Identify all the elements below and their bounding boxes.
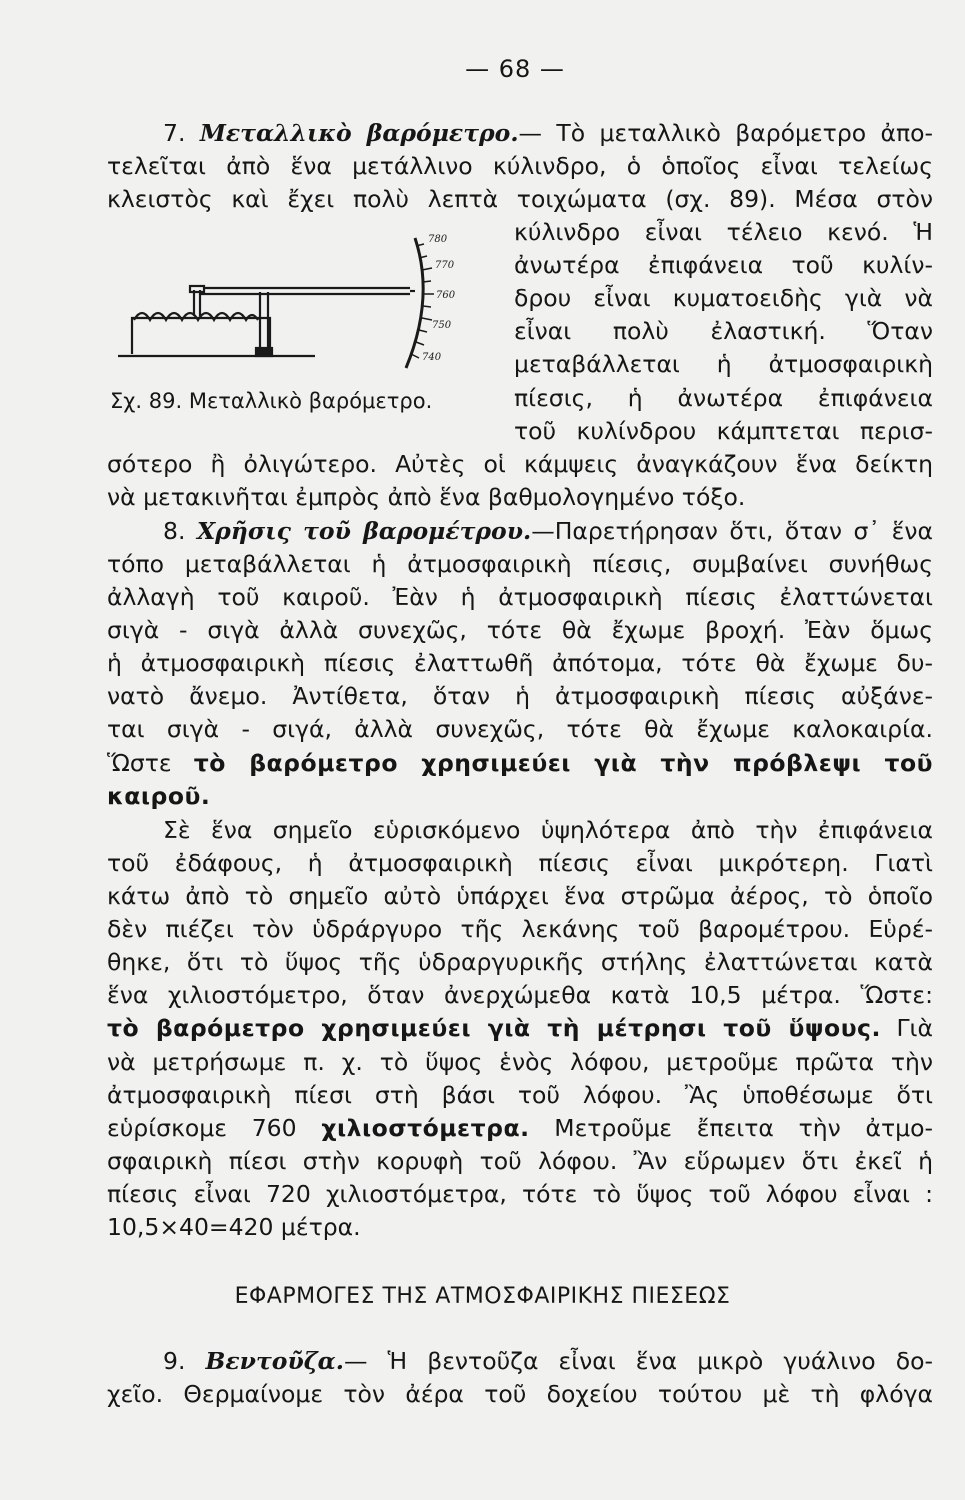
chapter-heading: ΕΦΑΡΜΟΓΕΣ ΤΗΣ ΑΤΜΟΣΦΑΙΡΙΚΗΣ ΠΙΕΣΕΩΣ [234,1284,731,1309]
text-line: —Παρετήρησαν ὅτι, ὅταν σ᾽ ἕνα [531,517,933,545]
bold-statement: τὸ βαρόμετρο χρησιμεύει γιὰ τὴ μέτρησι τοῦ ὕψους. [107,1014,881,1042]
text-line: νατὸ ἄνεμο. Ἀντίθετα, ὅταν ἡ ἀτμοσφαιρικὴ πίεσις αὐξάνε- [107,682,933,710]
scale-label-780: 780 [428,234,448,245]
scale-label-770: 770 [435,260,455,271]
text-line: χεῖο. Θερμαίνομε τὸν ἀέρα τοῦ δοχείου τούτου μὲ τὴ φλόγα [107,1380,933,1408]
text-line: τόπο μεταβάλλεται ἡ ἀτμοσφαιρικὴ πίεσις, συμβαίνει συνήθως [107,550,933,578]
text-line: πίεσις, ἡ ἀνωτέρα ἐπιφάνεια [514,384,933,412]
section-9-number: 9. [163,1347,186,1375]
text-line: τοῦ κυλίνδρου κάμπτεται περισ- [514,417,933,445]
page-number: — 68 — [465,55,565,83]
section-9-line-1 [163,1346,933,1376]
text-line: σφαιρικὴ πίεσι στὴν κορυφὴ τοῦ λόφου. Ἂν εὕρωμεν ὅτι ἐκεῖ ἡ [107,1147,933,1175]
text-line: κάτω ἀπὸ τὸ σημεῖο αὐτὸ ὑπάρχει ἕνα στρῶμα ἀέρος, τὸ ὁποῖο [107,882,933,910]
bold-statement: τὸ βαρόμετρο χρησιμεύει γιὰ τὴν πρόβλεψι τοῦ [193,749,933,777]
text-line: σότερο ἢ ὀλιγώτερο. Αὐτὲς οἱ κάμψεις ἀναγκάζουν ἕνα δείκτη [107,450,933,478]
text-line: 10,5×40=420 μέτρα. [107,1213,361,1241]
text-line: δρου εἶναι κυματοειδὴς γιὰ νὰ [514,284,933,312]
scale-label-760: 760 [436,290,456,301]
text-line: κύλινδρο εἶναι τέλειο κενό. Ἡ [514,218,933,246]
text-line: μεταβάλλεται ἡ ἀτμοσφαιρικὴ [514,350,933,378]
cylinder-outline [132,318,270,354]
text-line: ἀνωτέρα ἐπιφάνεια τοῦ κυλίν- [514,251,933,279]
text-line: τοῦ ἐδάφους, ἡ ἀτμοσφαιρικὴ πίεσις εἶναι μικρότερη. Γιατὶ [107,849,933,877]
text-line: δὲν πιέζει τὸν ὑδράργυρο τῆς λεκάνης τοῦ βαρομέτρου. Εὑρέ- [107,915,933,943]
bold-statement: καιροῦ. [107,782,211,810]
section-8-number: 8. [163,517,186,545]
text-fragment: εὑρίσκομε 760 [107,1114,297,1142]
text-line: Σὲ ἕνα σημεῖο εὑρισκόμενο ὑψηλότερα ἀπὸ τὴν ἐπιφάνεια [163,816,933,844]
text-line: νὰ μετακινῆται ἐμπρὸς ἀπὸ ἕνα βαθμολογημένο τόξο. [107,483,746,511]
section-8-title: Χρῆσις τοῦ βαρομέτρου. [196,517,532,545]
bold-term: χιλιοστόμετρα. [321,1114,530,1142]
text-line: ἀλλαγὴ τοῦ καιροῦ. Ἐὰν ἡ ἀτμοσφαιρικὴ πίεσις ἐλαττώνεται [107,583,933,611]
section-7-number: 7. [163,119,186,147]
text-line-emphasis [107,748,933,778]
scale-label-750: 750 [432,320,452,331]
text-fragment: Γιὰ [896,1014,933,1042]
section-8-line-1 [163,516,933,546]
text-line: — Ἡ βεντοῦζα εἶναι ἕνα μικρὸ γυάλινο δο- [343,1347,933,1375]
text-line: πίεσις εἶναι 720 χιλιοστόμετρα, τότε τὸ ὕψος τοῦ λόφου εἶναι : [107,1180,933,1208]
scale-label-740: 740 [422,352,442,363]
text-line: εἶναι πολὺ ἐλαστική. Ὅταν [514,317,933,345]
figure-caption: Σχ. 89. Μεταλλικὸ βαρόμετρο. [110,389,433,413]
text-line: σιγὰ - σιγὰ ἀλλὰ συνεχῶς, τότε θὰ ἔχωμε βροχή. Ἐὰν ὅμως [107,616,933,644]
text-fragment: Ὥστε [107,749,172,777]
text-line: κλειστὸς καὶ ἔχει πολὺ λεπτὰ τοιχώματα (σχ. 89). Μέσα στὸν [107,185,933,213]
text-line: ἡ ἀτμοσφαιρικὴ πίεσις ἐλαττωθῆ ἀπότομα, τότε θὰ ἔχωμε δυ- [107,649,933,677]
section-7-line-1 [163,118,933,148]
text-fragment: Μετροῦμε ἔπειτα τὴν ἀτμο- [554,1114,933,1142]
text-line-emphasis [107,1113,933,1143]
section-9-title: Βεντοῦζα. [205,1347,344,1375]
text-line: ἕνα χιλιοστόμετρο, ὅταν ἀνερχώμεθα κατὰ 10,5 μέτρα. Ὥστε: [107,981,933,1009]
text-line: — Τὸ μεταλλικὸ βαρόμετρο ἀπο- [518,119,934,147]
text-line: θηκε, ὅτι τὸ ὕψος τῆς ὑδραργυρικῆς στήλης ἐλαττώνεται κατὰ [107,948,933,976]
section-7-title: Μεταλλικὸ βαρόμετρο. [199,119,519,147]
text-line: τελεῖται ἀπὸ ἕνα μετάλλινο κύλινδρο, ὁ ὁποῖος εἶναι τελείως [107,152,933,180]
text-line: νὰ μετρήσωμε π. χ. τὸ ὕψος ἑνὸς λόφου, μετροῦμε πρῶτα τὴν [107,1048,933,1076]
text-line: ται σιγὰ - σιγά, ἀλλὰ συνεχῶς, τότε θὰ ἔχωμε καλοκαιρία. [107,715,933,743]
text-line: ἀτμοσφαιρικὴ πίεσι στὴ βάσι τοῦ λόφου. Ἂς ὑποθέσωμε ὅτι [107,1081,933,1109]
text-line-emphasis [107,1013,933,1043]
